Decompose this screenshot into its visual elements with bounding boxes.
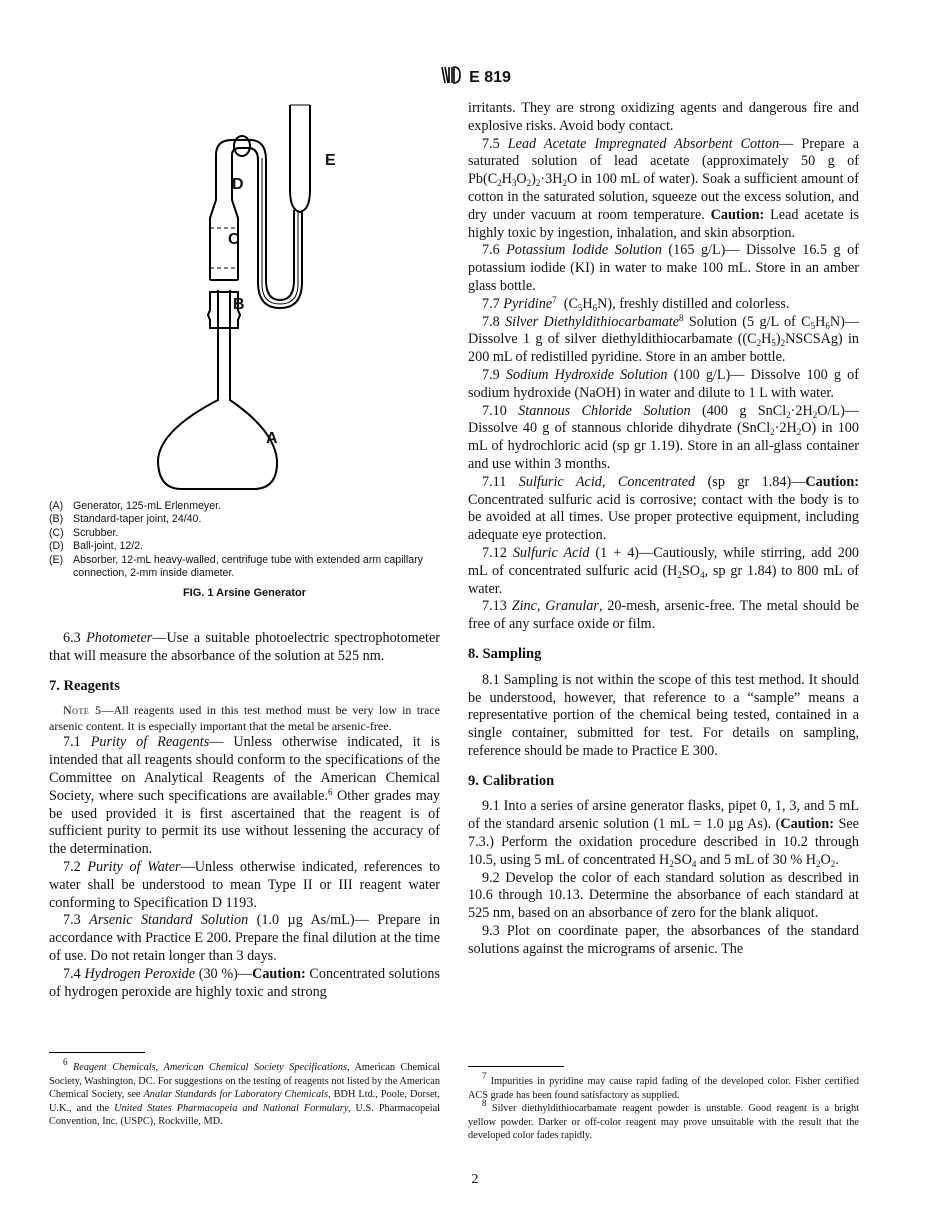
- section-7-12: 7.12 Sulfuric Acid (1 + 4)—Cautiously, while stirring, add 200 mL of concentrated sulfuric acid ($H_2SO_4$, sp gr 1.84) to 800 mL of water.: [468, 544, 860, 597]
- footnote-8: $^8$ Silver diethyldithiocarbamate reagent powder is unstable. Good reagent is a bright yellow powder. Darker or off-color reagent may prove unsuitable with the result that the developed color fades rapidly.: [468, 1098, 859, 1142]
- section-7-5: 7.5 Lead Acetate Impregnated Absorbent Cotton— Prepare a saturated solution of lead acetate (approximately 50 g of $Pb(C_2H_3O_2)_2\cdot 3H_2O$ in 100 mL of water). Soak a sufficient amount of cotton in the saturated solution, squeeze out the excess solution, and dry under vacuum at room temperature. Caution: Lead acetate is highly toxic by ingestion, inhalation, and skin absorption.: [468, 135, 860, 241]
- section-7-8: 7.8 Silver Diethyldithiocarbamate$^8$ Solution (5 g/L of $C_5H_6N)—Dissolve$ 1 g of silver diethyldithiocarbamate $((C_2H_5)_2NSCSAg)$ in 200 mL of redistilled pyridine. Store in an amber bottle.: [468, 312, 860, 366]
- section-9-2: 9.2 Develop the color of each standard solution as described in 10.6 through 10.13. Determine the absorbance of each standard at 525 nm, based on an absorbance of zero for the blank aliquot.: [468, 869, 859, 922]
- heading-reagents: 7. Reagents: [49, 677, 120, 694]
- section-6-3: 6.3 Photometer—Use a suitable photoelectric spectrophotometer that will measure the absorbance of the solution at 525 nm.: [49, 630, 440, 664]
- legend-item: (B) Standard-taper joint, 24/40.: [49, 513, 202, 526]
- astm-logo-icon: [439, 64, 463, 91]
- footnote-rule-right: [468, 1066, 564, 1067]
- footnote-rule-left: [49, 1052, 145, 1053]
- legend-item: (C) Scrubber.: [49, 526, 119, 539]
- fig-label-e: E: [325, 152, 336, 169]
- heading-sampling: 8. Sampling: [468, 645, 542, 662]
- section-7-4-cont: irritants. They are strong oxidizing agents and dangerous fire and explosive risks. Avoid body contact.: [468, 100, 859, 134]
- footnote-7: $^7$ Impurities in pyridine may cause rapid fading of the developed color. Fisher certified ACS grade has been found satisfactory as supplied.: [468, 1071, 859, 1101]
- section-7-13: 7.13 Zinc, Granular, 20-mesh, arsenic-free. The metal should be free of any surface oxide or film.: [468, 598, 860, 633]
- section-9-3: 9.3 Plot on coordinate paper, the absorbances of the standard solutions against the micrograms of arsenic. The: [468, 923, 859, 957]
- heading-calibration: 9. Calibration: [468, 772, 555, 789]
- arsine-generator-figure: [150, 100, 450, 505]
- left-column: [49, 630, 440, 1001]
- legend-item: (E) Absorber, 12-mL heavy-walled, centrifuge tube with extended arm capillary connection, 2-mm inside diameter.: [49, 553, 423, 580]
- page-number: 2: [471, 1172, 479, 1187]
- fig-label-d: D: [232, 176, 244, 193]
- legend-item: (D) Ball-joint, 12/2.: [49, 540, 144, 553]
- fig-label-c: C: [228, 231, 240, 248]
- section-7-11: 7.11 Sulfuric Acid, Concentrated (sp gr 1.84)—Caution: Concentrated sulfuric acid is corrosive; contact with the body is to be avoided at all times. Use proper protective equipment, including adequate eye protection.: [468, 473, 859, 544]
- section-7-4: 7.4 Hydrogen Peroxide (30 %)—Caution: Concentrated solutions of hydrogen peroxide are highly toxic and strong: [49, 965, 440, 1000]
- page-header: [0, 64, 950, 91]
- section-7-1: 7.1 Purity of Reagents— Unless otherwise indicated, it is intended that all reagents should conform to the specifications of the Committee on Analytical Reagents of the American Chemical Society, where such specifications are available.$^6$ Other grades may be used provided it is first ascertained that the reagent is of sufficient purity to permit its use without lessening the accuracy of the determination.: [49, 734, 441, 858]
- section-7-2: 7.2 Purity of Water—Unless otherwise indicated, references to water shall be understood to mean Type II or III reagent water conforming to Specification D 1193.: [49, 858, 440, 911]
- note-5: Note 5—All reagents used in this test method must be very low in trace arsenic content. It is especially important that the metal be arsenic-free.: [49, 703, 440, 733]
- section-7-9: 7.9 Sodium Hydroxide Solution (100 g/L)— Dissolve 100 g of sodium hydroxide (NaOH) in water and dilute to 1 L with water.: [468, 366, 859, 401]
- fig-label-b: B: [233, 296, 245, 313]
- legend-item: (A) Generator, 125-mL Erlenmeyer.: [49, 500, 221, 512]
- section-7-3: 7.3 Arsenic Standard Solution (1.0 µg As/mL)— Prepare in accordance with Practice E 200. Prepare the final dilution at the time of use. Do not retain longer than 3 days.: [49, 912, 440, 964]
- standard-designation: E 819: [469, 68, 511, 86]
- section-9-1: 9.1 Into a series of arsine generator flasks, pipet 0, 1, 3, and 5 mL of the standard arsenic solution (1 mL = 1.0 µg As). (Caution: See 7.3.) Perform the oxidation procedure described in 10.2 through 10.5, using 5 mL of concentrated $H_2SO_4$ and 5 mL of 30 % $H_2O_2$.: [468, 798, 859, 869]
- section-8-1: 8.1 Sampling is not within the scope of this test method. It should be understood, however, that reference to a “sample” means a representative portion of the chemical being tested, contained in a single container, submitted for test. For details on sampling, reference should be made to Practice E 300.: [468, 671, 860, 759]
- fig-label-a: A: [266, 430, 278, 447]
- section-7-7: 7.7 Pyridine$^7$ $(C_5H_6N)$, freshly distilled and colorless.: [482, 294, 790, 313]
- footnote-6: $^6$ Reagent Chemicals, American Chemical Society Specifications, American Chemical Society, Washington, DC. For suggestions on the testing of reagents not listed by the American Chemical Society, see Analar Standards for Laboratory Chemicals, BDH Ltd., Poole, Dorset, U.K., and the United States Pharmacopeia and National Formulary, U.S. Pharmacopeial Convention, Inc. (USPC), Rockville, MD.: [49, 1057, 440, 1128]
- figure-caption: FIG. 1 Arsine Generator: [182, 587, 307, 599]
- figure-legend: [49, 500, 444, 580]
- section-7-10: 7.10 Stannous Chloride Solution (400 g $SnCl_2\cdot 2H_2O/L)—$ Dissolve 40 g of stannous chloride dihydrate $(SnCl_2\cdot 2H_2O)$ in 100 mL of hydrochloric acid (sp gr 1.19). Store in an all-glass container and use within 3 months.: [468, 402, 859, 472]
- right-column: [468, 100, 859, 959]
- section-7-6: 7.6 Potassium Iodide Solution (165 g/L)— Dissolve 16.5 g of potassium iodide (KI) in water to make 100 mL. Store in an amber glass bottle.: [468, 242, 859, 294]
